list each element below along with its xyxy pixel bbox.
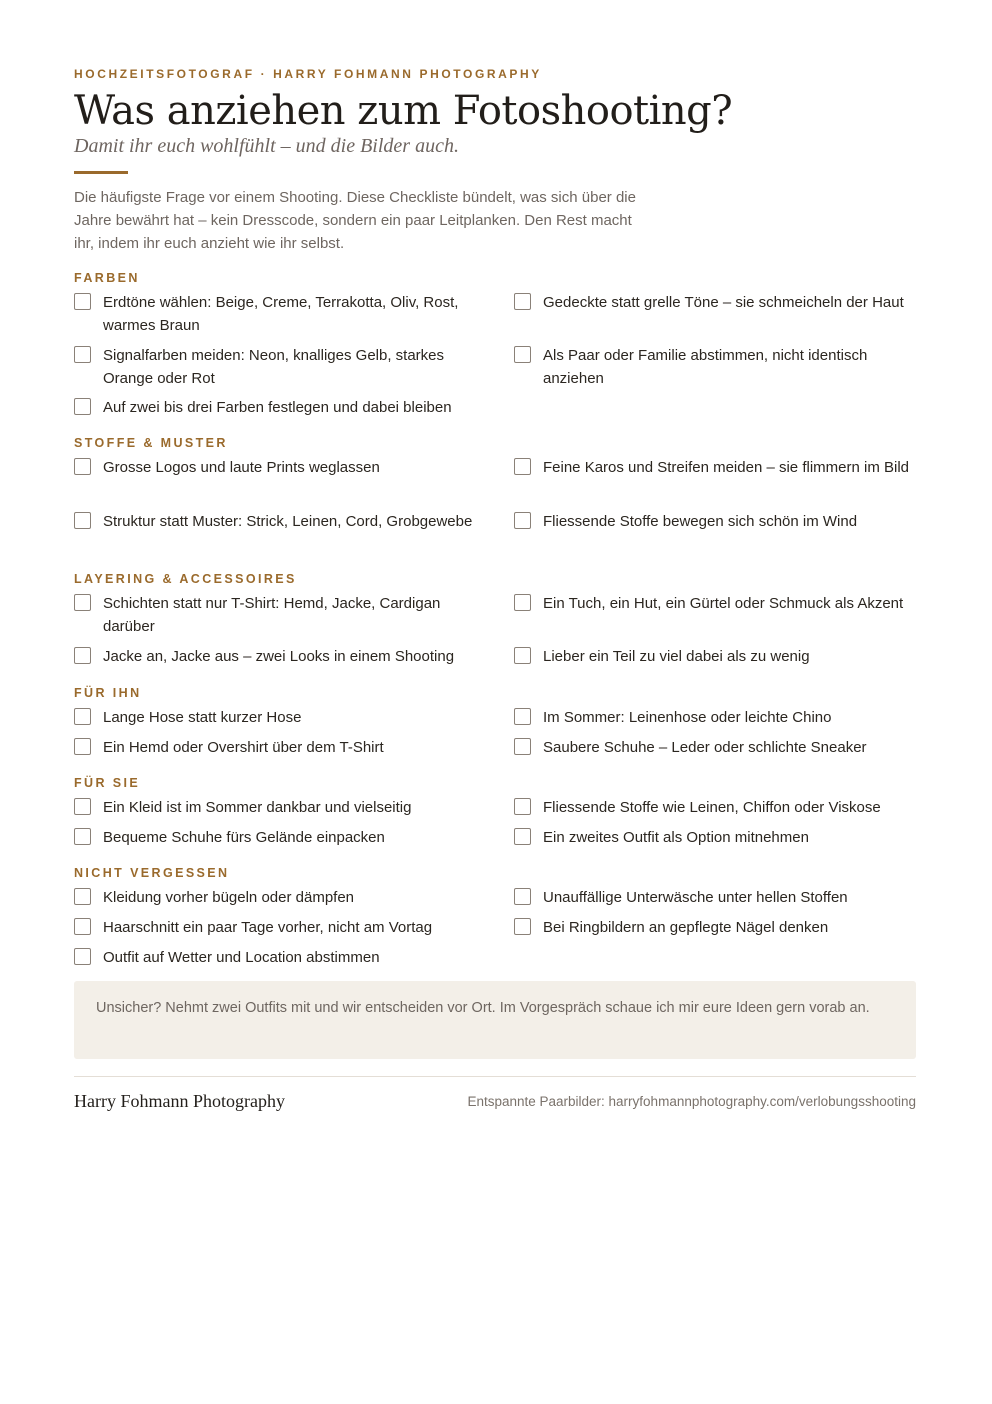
section-label-farben: FARBEN xyxy=(74,271,140,285)
checklist-item-text: Grosse Logos und laute Prints weglassen xyxy=(103,459,380,476)
footer-divider xyxy=(74,1076,916,1077)
section-label-stoffe-muster: STOFFE & MUSTER xyxy=(74,436,228,450)
page-subtitle: Damit ihr euch wohlfühlt – und die Bilder auch. xyxy=(74,135,459,157)
checklist-item-text: Ein Hemd oder Overshirt über dem T-Shirt xyxy=(103,739,384,756)
checkbox[interactable] xyxy=(74,918,91,935)
checklist-item[interactable] xyxy=(74,886,479,909)
checklist-item[interactable] xyxy=(514,344,919,390)
checklist-item-text: Jacke an, Jacke aus – zwei Looks in einem Shooting xyxy=(103,648,455,665)
checklist-item-text: Bequeme Schuhe fürs Gelände einpacken xyxy=(103,829,385,846)
checkbox[interactable] xyxy=(514,512,531,529)
checklist-item[interactable] xyxy=(514,706,919,729)
checklist-item-text: Ein zweites Outfit als Option mitnehmen xyxy=(543,829,809,846)
checklist-item-text: Fliessende Stoffe bewegen sich schön im Wind xyxy=(543,513,858,530)
checklist-item[interactable] xyxy=(74,706,479,729)
page-title: Was anziehen zum Fotoshooting? xyxy=(74,88,733,134)
checkbox[interactable] xyxy=(74,398,91,415)
checklist-item-text: Fliessende Stoffe wie Leinen, Chiffon oder Viskose xyxy=(543,799,881,816)
checklist-item[interactable] xyxy=(74,946,479,969)
checkbox[interactable] xyxy=(74,798,91,815)
checkbox[interactable] xyxy=(514,708,531,725)
checkbox[interactable] xyxy=(514,594,531,611)
checklist-item[interactable] xyxy=(514,796,919,819)
checkbox[interactable] xyxy=(74,512,91,529)
checklist-item[interactable] xyxy=(514,916,919,939)
checklist-item-text: Saubere Schuhe – Leder oder schlichte Sneaker xyxy=(543,739,867,756)
section-label-fuer-sie: FÜR SIE xyxy=(74,776,141,790)
checklist-item[interactable] xyxy=(514,886,919,909)
checklist-item-text: Erdtöne wählen: Beige, Creme, Terrakotta, Oliv, Rost, warmes Braun xyxy=(103,294,459,334)
footer-link[interactable]: Entspannte Paarbilder: harryfohmannphotography.com/verlobungsshooting xyxy=(467,1094,916,1109)
checklist-item-text: Outfit auf Wetter und Location abstimmen xyxy=(103,949,380,966)
checkbox[interactable] xyxy=(514,828,531,845)
checklist-item-text: Gedeckte statt grelle Töne – sie schmeicheln der Haut xyxy=(543,294,904,311)
checklist-item[interactable] xyxy=(514,592,919,615)
checklist-item-text: Bei Ringbildern an gepflegte Nägel denken xyxy=(543,919,829,936)
checklist-item[interactable] xyxy=(74,396,479,419)
checklist-item[interactable] xyxy=(514,826,919,849)
checklist-item-text: Lange Hose statt kurzer Hose xyxy=(103,709,302,726)
checkbox[interactable] xyxy=(74,708,91,725)
checkbox[interactable] xyxy=(74,594,91,611)
checklist-item[interactable] xyxy=(514,510,919,533)
checklist-item[interactable] xyxy=(514,291,919,314)
checklist-item-text: Auf zwei bis drei Farben festlegen und dabei bleiben xyxy=(103,399,452,416)
checklist-item-text: Als Paar oder Familie abstimmen, nicht identisch anziehen xyxy=(543,347,868,387)
checklist-item[interactable] xyxy=(514,645,919,668)
checkbox[interactable] xyxy=(74,647,91,664)
section-label-nicht-vergessen: NICHT VERGESSEN xyxy=(74,866,230,880)
checkbox[interactable] xyxy=(74,346,91,363)
checklist-item[interactable] xyxy=(74,456,479,479)
checkbox[interactable] xyxy=(514,918,531,935)
checklist-item[interactable] xyxy=(514,736,919,759)
checkbox[interactable] xyxy=(514,293,531,310)
checkbox[interactable] xyxy=(74,293,91,310)
footer-brand: Harry Fohmann Photography xyxy=(74,1091,285,1111)
checkbox[interactable] xyxy=(514,458,531,475)
info-note-text: Unsicher? Nehmt zwei Outfits mit und wir entscheiden vor Ort. Im Vorgespräch schaue ich mir eure Ideen gern vorab an. xyxy=(96,1000,870,1016)
checklist-item-text: Unauffällige Unterwäsche unter hellen Stoffen xyxy=(543,889,848,906)
checkbox[interactable] xyxy=(514,647,531,664)
checkbox[interactable] xyxy=(74,828,91,845)
checkbox[interactable] xyxy=(74,888,91,905)
checklist-item-text: Signalfarben meiden: Neon, knalliges Gelb, starkes Orange oder Rot xyxy=(103,347,445,387)
checklist-item-text: Im Sommer: Leinenhose oder leichte Chino xyxy=(543,709,832,726)
checkbox[interactable] xyxy=(514,738,531,755)
checkbox[interactable] xyxy=(74,738,91,755)
checkbox[interactable] xyxy=(74,458,91,475)
title-rule xyxy=(74,171,128,174)
checklist-item-text: Feine Karos und Streifen meiden – sie flimmern im Bild xyxy=(543,459,909,476)
checklist-item-text: Struktur statt Muster: Strick, Leinen, Cord, Grobgewebe xyxy=(103,513,473,530)
section-label-fuer-ihn: FÜR IHN xyxy=(74,686,142,700)
checklist-item[interactable] xyxy=(74,344,479,390)
checklist-item-text: Lieber ein Teil zu viel dabei als zu wenig xyxy=(543,648,810,665)
checklist-item[interactable] xyxy=(74,592,479,638)
checklist-item-text: Kleidung vorher bügeln oder dämpfen xyxy=(103,889,355,906)
checklist-item-text: Haarschnitt ein paar Tage vorher, nicht am Vortag xyxy=(103,919,433,936)
checklist-item[interactable] xyxy=(74,826,479,849)
checkbox[interactable] xyxy=(514,798,531,815)
checklist-item[interactable] xyxy=(74,510,479,533)
kicker: HOCHZEITSFOTOGRAF · HARRY FOHMANN PHOTOGRAPHY xyxy=(74,67,542,81)
checklist-item[interactable] xyxy=(74,796,479,819)
checklist-item-text: Ein Tuch, ein Hut, ein Gürtel oder Schmuck als Akzent xyxy=(543,595,904,612)
checkbox[interactable] xyxy=(74,948,91,965)
checkbox[interactable] xyxy=(514,346,531,363)
checklist-item[interactable] xyxy=(74,645,479,668)
checklist-item[interactable] xyxy=(74,291,479,337)
checklist-item[interactable] xyxy=(74,916,479,939)
checkbox[interactable] xyxy=(514,888,531,905)
section-label-layering: LAYERING & ACCESSOIRES xyxy=(74,572,297,586)
checklist-item-text: Ein Kleid ist im Sommer dankbar und vielseitig xyxy=(103,799,412,816)
checklist-item[interactable] xyxy=(514,456,919,479)
info-note xyxy=(74,981,916,1059)
checklist-item[interactable] xyxy=(74,736,479,759)
checklist-item-text: Schichten statt nur T-Shirt: Hemd, Jacke, Cardigan darüber xyxy=(103,595,441,635)
intro-text: Die häufigste Frage vor einem Shooting. Diese Checkliste bündelt, was sich über die Jahre bewährt hat – kein Dresscode, sondern ein paar Leitplanken. Den Rest macht ihr, indem ihr euch anzieht wie ihr selbst. xyxy=(74,189,636,252)
